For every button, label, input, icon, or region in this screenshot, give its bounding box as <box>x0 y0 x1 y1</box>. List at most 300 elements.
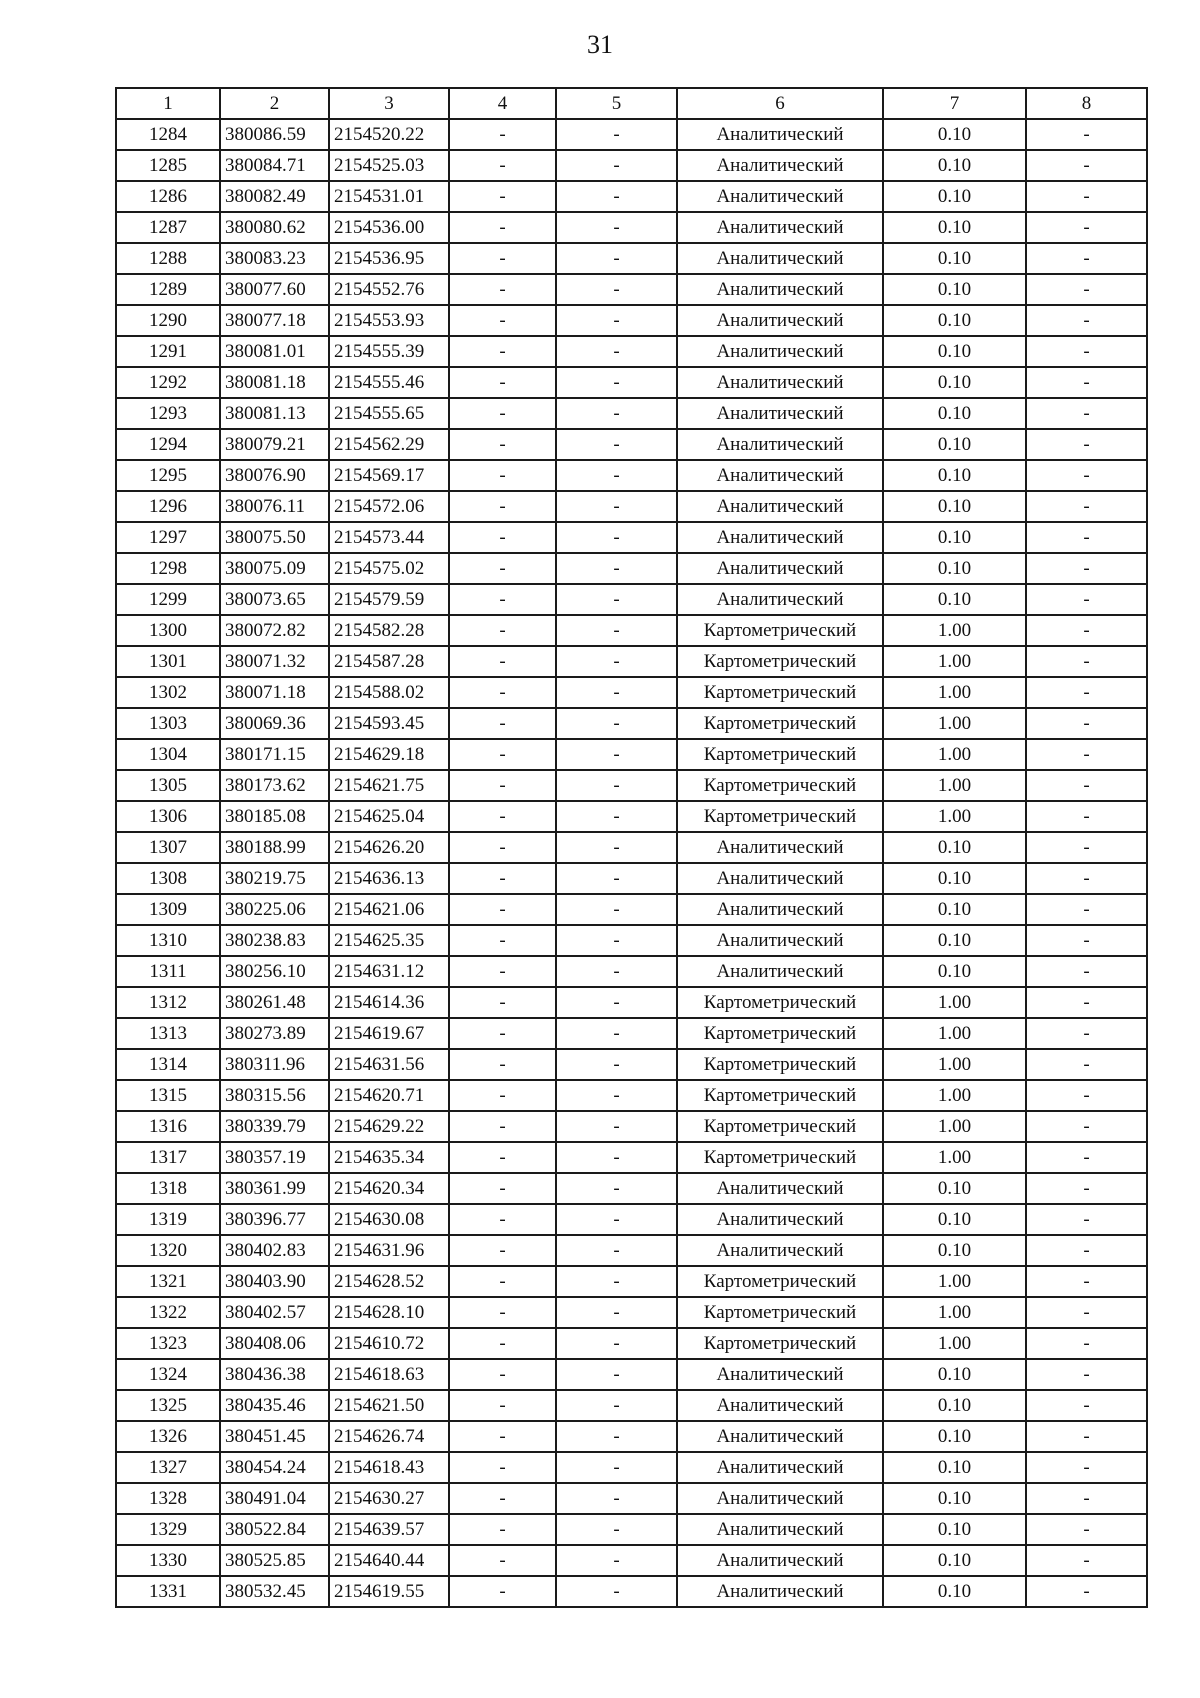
column-5-cell: - <box>556 615 677 646</box>
y-coordinate-cell: 2154562.29 <box>329 429 449 460</box>
column-8-cell: - <box>1026 708 1147 739</box>
accuracy-cell: 1.00 <box>883 708 1026 739</box>
x-coordinate-cell: 380081.13 <box>220 398 329 429</box>
point-number-cell: 1284 <box>116 119 220 150</box>
column-4-cell: - <box>449 1359 556 1390</box>
method-cell: Аналитический <box>677 305 883 336</box>
column-4-cell: - <box>449 1514 556 1545</box>
accuracy-cell: 1.00 <box>883 1297 1026 1328</box>
table-row <box>116 1080 1147 1111</box>
y-coordinate-cell: 2154619.55 <box>329 1576 449 1607</box>
x-coordinate-cell: 380311.96 <box>220 1049 329 1080</box>
table-row <box>116 1049 1147 1080</box>
x-coordinate-cell: 380435.46 <box>220 1390 329 1421</box>
point-number-cell: 1322 <box>116 1297 220 1328</box>
table-row <box>116 677 1147 708</box>
column-5-cell: - <box>556 119 677 150</box>
column-header-5: 5 <box>556 88 677 119</box>
point-number-cell: 1327 <box>116 1452 220 1483</box>
y-coordinate-cell: 2154636.13 <box>329 863 449 894</box>
column-5-cell: - <box>556 677 677 708</box>
point-number-cell: 1308 <box>116 863 220 894</box>
x-coordinate-cell: 380261.48 <box>220 987 329 1018</box>
column-4-cell: - <box>449 987 556 1018</box>
y-coordinate-cell: 2154579.59 <box>329 584 449 615</box>
x-coordinate-cell: 380072.82 <box>220 615 329 646</box>
x-coordinate-cell: 380071.32 <box>220 646 329 677</box>
table-row <box>116 181 1147 212</box>
column-5-cell: - <box>556 491 677 522</box>
point-number-cell: 1321 <box>116 1266 220 1297</box>
method-cell: Картометрический <box>677 1018 883 1049</box>
y-coordinate-cell: 2154555.65 <box>329 398 449 429</box>
column-4-cell: - <box>449 894 556 925</box>
point-number-cell: 1297 <box>116 522 220 553</box>
accuracy-cell: 0.10 <box>883 460 1026 491</box>
column-5-cell: - <box>556 212 677 243</box>
x-coordinate-cell: 380357.19 <box>220 1142 329 1173</box>
y-coordinate-cell: 2154629.18 <box>329 739 449 770</box>
point-number-cell: 1331 <box>116 1576 220 1607</box>
accuracy-cell: 1.00 <box>883 615 1026 646</box>
accuracy-cell: 0.10 <box>883 832 1026 863</box>
point-number-cell: 1312 <box>116 987 220 1018</box>
column-8-cell: - <box>1026 584 1147 615</box>
column-8-cell: - <box>1026 1235 1147 1266</box>
y-coordinate-cell: 2154531.01 <box>329 181 449 212</box>
table-row <box>116 1576 1147 1607</box>
x-coordinate-cell: 380073.65 <box>220 584 329 615</box>
column-5-cell: - <box>556 243 677 274</box>
accuracy-cell: 0.10 <box>883 1545 1026 1576</box>
table-row <box>116 274 1147 305</box>
x-coordinate-cell: 380079.21 <box>220 429 329 460</box>
column-8-cell: - <box>1026 1049 1147 1080</box>
column-5-cell: - <box>556 522 677 553</box>
column-5-cell: - <box>556 739 677 770</box>
point-number-cell: 1317 <box>116 1142 220 1173</box>
column-4-cell: - <box>449 274 556 305</box>
point-number-cell: 1296 <box>116 491 220 522</box>
column-5-cell: - <box>556 1390 677 1421</box>
y-coordinate-cell: 2154593.45 <box>329 708 449 739</box>
header-row <box>116 88 1147 119</box>
table-row <box>116 1018 1147 1049</box>
x-coordinate-cell: 380436.38 <box>220 1359 329 1390</box>
accuracy-cell: 0.10 <box>883 863 1026 894</box>
column-4-cell: - <box>449 1049 556 1080</box>
y-coordinate-cell: 2154536.00 <box>329 212 449 243</box>
column-8-cell: - <box>1026 553 1147 584</box>
accuracy-cell: 0.10 <box>883 522 1026 553</box>
column-5-cell: - <box>556 956 677 987</box>
y-coordinate-cell: 2154555.39 <box>329 336 449 367</box>
column-4-cell: - <box>449 1266 556 1297</box>
point-number-cell: 1302 <box>116 677 220 708</box>
column-5-cell: - <box>556 398 677 429</box>
table-row <box>116 119 1147 150</box>
column-4-cell: - <box>449 956 556 987</box>
accuracy-cell: 1.00 <box>883 1111 1026 1142</box>
point-number-cell: 1300 <box>116 615 220 646</box>
y-coordinate-cell: 2154552.76 <box>329 274 449 305</box>
column-8-cell: - <box>1026 1359 1147 1390</box>
table-body <box>116 119 1147 1607</box>
column-4-cell: - <box>449 1483 556 1514</box>
method-cell: Аналитический <box>677 832 883 863</box>
x-coordinate-cell: 380081.01 <box>220 336 329 367</box>
point-number-cell: 1292 <box>116 367 220 398</box>
column-4-cell: - <box>449 1204 556 1235</box>
method-cell: Картометрический <box>677 801 883 832</box>
x-coordinate-cell: 380315.56 <box>220 1080 329 1111</box>
column-8-cell: - <box>1026 367 1147 398</box>
column-4-cell: - <box>449 1142 556 1173</box>
table-row <box>116 956 1147 987</box>
accuracy-cell: 1.00 <box>883 1018 1026 1049</box>
y-coordinate-cell: 2154610.72 <box>329 1328 449 1359</box>
table-row <box>116 1297 1147 1328</box>
column-5-cell: - <box>556 1328 677 1359</box>
y-coordinate-cell: 2154640.44 <box>329 1545 449 1576</box>
method-cell: Картометрический <box>677 1049 883 1080</box>
method-cell: Аналитический <box>677 863 883 894</box>
y-coordinate-cell: 2154621.75 <box>329 770 449 801</box>
method-cell: Аналитический <box>677 491 883 522</box>
table-row <box>116 584 1147 615</box>
column-5-cell: - <box>556 863 677 894</box>
table-row <box>116 1173 1147 1204</box>
x-coordinate-cell: 380532.45 <box>220 1576 329 1607</box>
x-coordinate-cell: 380339.79 <box>220 1111 329 1142</box>
x-coordinate-cell: 380273.89 <box>220 1018 329 1049</box>
point-number-cell: 1294 <box>116 429 220 460</box>
method-cell: Картометрический <box>677 739 883 770</box>
column-5-cell: - <box>556 553 677 584</box>
accuracy-cell: 0.10 <box>883 1483 1026 1514</box>
column-8-cell: - <box>1026 1514 1147 1545</box>
method-cell: Картометрический <box>677 1297 883 1328</box>
point-number-cell: 1304 <box>116 739 220 770</box>
column-5-cell: - <box>556 1545 677 1576</box>
point-number-cell: 1316 <box>116 1111 220 1142</box>
column-4-cell: - <box>449 522 556 553</box>
accuracy-cell: 0.10 <box>883 305 1026 336</box>
column-8-cell: - <box>1026 150 1147 181</box>
y-coordinate-cell: 2154569.17 <box>329 460 449 491</box>
table-row <box>116 1421 1147 1452</box>
column-5-cell: - <box>556 336 677 367</box>
column-8-cell: - <box>1026 1080 1147 1111</box>
y-coordinate-cell: 2154620.34 <box>329 1173 449 1204</box>
y-coordinate-cell: 2154555.46 <box>329 367 449 398</box>
y-coordinate-cell: 2154631.56 <box>329 1049 449 1080</box>
table-row <box>116 243 1147 274</box>
column-8-cell: - <box>1026 1204 1147 1235</box>
column-5-cell: - <box>556 925 677 956</box>
method-cell: Аналитический <box>677 119 883 150</box>
accuracy-cell: 1.00 <box>883 677 1026 708</box>
x-coordinate-cell: 380080.62 <box>220 212 329 243</box>
column-4-cell: - <box>449 1452 556 1483</box>
y-coordinate-cell: 2154621.50 <box>329 1390 449 1421</box>
column-8-cell: - <box>1026 212 1147 243</box>
method-cell: Картометрический <box>677 677 883 708</box>
point-number-cell: 1306 <box>116 801 220 832</box>
accuracy-cell: 1.00 <box>883 1328 1026 1359</box>
point-number-cell: 1295 <box>116 460 220 491</box>
y-coordinate-cell: 2154619.67 <box>329 1018 449 1049</box>
method-cell: Аналитический <box>677 460 883 491</box>
column-4-cell: - <box>449 708 556 739</box>
column-header-8: 8 <box>1026 88 1147 119</box>
column-4-cell: - <box>449 1328 556 1359</box>
point-number-cell: 1324 <box>116 1359 220 1390</box>
method-cell: Аналитический <box>677 956 883 987</box>
column-4-cell: - <box>449 1111 556 1142</box>
column-5-cell: - <box>556 1235 677 1266</box>
point-number-cell: 1287 <box>116 212 220 243</box>
point-number-cell: 1307 <box>116 832 220 863</box>
column-5-cell: - <box>556 894 677 925</box>
column-8-cell: - <box>1026 1390 1147 1421</box>
column-8-cell: - <box>1026 1328 1147 1359</box>
accuracy-cell: 0.10 <box>883 1173 1026 1204</box>
accuracy-cell: 0.10 <box>883 1359 1026 1390</box>
point-number-cell: 1303 <box>116 708 220 739</box>
column-5-cell: - <box>556 1049 677 1080</box>
column-4-cell: - <box>449 1421 556 1452</box>
table-row <box>116 1483 1147 1514</box>
y-coordinate-cell: 2154625.04 <box>329 801 449 832</box>
column-header-4: 4 <box>449 88 556 119</box>
column-5-cell: - <box>556 1204 677 1235</box>
column-4-cell: - <box>449 336 556 367</box>
column-5-cell: - <box>556 1080 677 1111</box>
method-cell: Картометрический <box>677 708 883 739</box>
method-cell: Аналитический <box>677 274 883 305</box>
column-8-cell: - <box>1026 274 1147 305</box>
column-5-cell: - <box>556 1452 677 1483</box>
x-coordinate-cell: 380402.57 <box>220 1297 329 1328</box>
column-4-cell: - <box>449 770 556 801</box>
column-4-cell: - <box>449 615 556 646</box>
method-cell: Картометрический <box>677 987 883 1018</box>
column-8-cell: - <box>1026 677 1147 708</box>
column-8-cell: - <box>1026 305 1147 336</box>
table-row <box>116 1545 1147 1576</box>
method-cell: Аналитический <box>677 925 883 956</box>
accuracy-cell: 0.10 <box>883 212 1026 243</box>
accuracy-cell: 1.00 <box>883 646 1026 677</box>
table-row <box>116 305 1147 336</box>
method-cell: Аналитический <box>677 429 883 460</box>
column-4-cell: - <box>449 1173 556 1204</box>
y-coordinate-cell: 2154620.71 <box>329 1080 449 1111</box>
column-5-cell: - <box>556 708 677 739</box>
method-cell: Картометрический <box>677 646 883 677</box>
table-row <box>116 801 1147 832</box>
y-coordinate-cell: 2154618.63 <box>329 1359 449 1390</box>
column-4-cell: - <box>449 1018 556 1049</box>
accuracy-cell: 0.10 <box>883 1576 1026 1607</box>
x-coordinate-cell: 380081.18 <box>220 367 329 398</box>
table-row <box>116 212 1147 243</box>
method-cell: Аналитический <box>677 1576 883 1607</box>
table-row <box>116 925 1147 956</box>
column-5-cell: - <box>556 460 677 491</box>
point-number-cell: 1309 <box>116 894 220 925</box>
table-row <box>116 150 1147 181</box>
column-8-cell: - <box>1026 770 1147 801</box>
column-4-cell: - <box>449 460 556 491</box>
x-coordinate-cell: 380076.11 <box>220 491 329 522</box>
table-row <box>116 398 1147 429</box>
column-4-cell: - <box>449 553 556 584</box>
table-row <box>116 1328 1147 1359</box>
x-coordinate-cell: 380219.75 <box>220 863 329 894</box>
point-number-cell: 1313 <box>116 1018 220 1049</box>
x-coordinate-cell: 380451.45 <box>220 1421 329 1452</box>
column-8-cell: - <box>1026 832 1147 863</box>
method-cell: Аналитический <box>677 894 883 925</box>
point-number-cell: 1323 <box>116 1328 220 1359</box>
column-4-cell: - <box>449 832 556 863</box>
column-8-cell: - <box>1026 863 1147 894</box>
column-8-cell: - <box>1026 336 1147 367</box>
column-8-cell: - <box>1026 894 1147 925</box>
column-8-cell: - <box>1026 1576 1147 1607</box>
x-coordinate-cell: 380238.83 <box>220 925 329 956</box>
table-row <box>116 367 1147 398</box>
method-cell: Аналитический <box>677 522 883 553</box>
column-4-cell: - <box>449 739 556 770</box>
x-coordinate-cell: 380225.06 <box>220 894 329 925</box>
accuracy-cell: 0.10 <box>883 181 1026 212</box>
point-number-cell: 1289 <box>116 274 220 305</box>
accuracy-cell: 1.00 <box>883 1142 1026 1173</box>
method-cell: Картометрический <box>677 1142 883 1173</box>
accuracy-cell: 0.10 <box>883 1390 1026 1421</box>
column-8-cell: - <box>1026 1111 1147 1142</box>
table-row <box>116 1514 1147 1545</box>
accuracy-cell: 0.10 <box>883 925 1026 956</box>
column-8-cell: - <box>1026 1452 1147 1483</box>
table-row <box>116 863 1147 894</box>
column-8-cell: - <box>1026 801 1147 832</box>
table-row <box>116 1266 1147 1297</box>
column-8-cell: - <box>1026 460 1147 491</box>
y-coordinate-cell: 2154525.03 <box>329 150 449 181</box>
table-row <box>116 615 1147 646</box>
column-5-cell: - <box>556 1111 677 1142</box>
x-coordinate-cell: 380069.36 <box>220 708 329 739</box>
column-5-cell: - <box>556 1576 677 1607</box>
x-coordinate-cell: 380077.18 <box>220 305 329 336</box>
column-8-cell: - <box>1026 491 1147 522</box>
point-number-cell: 1318 <box>116 1173 220 1204</box>
method-cell: Аналитический <box>677 243 883 274</box>
column-8-cell: - <box>1026 956 1147 987</box>
x-coordinate-cell: 380402.83 <box>220 1235 329 1266</box>
x-coordinate-cell: 380403.90 <box>220 1266 329 1297</box>
x-coordinate-cell: 380522.84 <box>220 1514 329 1545</box>
method-cell: Аналитический <box>677 1514 883 1545</box>
column-5-cell: - <box>556 367 677 398</box>
x-coordinate-cell: 380525.85 <box>220 1545 329 1576</box>
column-header-6: 6 <box>677 88 883 119</box>
x-coordinate-cell: 380076.90 <box>220 460 329 491</box>
point-number-cell: 1328 <box>116 1483 220 1514</box>
column-5-cell: - <box>556 1297 677 1328</box>
y-coordinate-cell: 2154631.12 <box>329 956 449 987</box>
table-row <box>116 708 1147 739</box>
table-row <box>116 429 1147 460</box>
point-number-cell: 1291 <box>116 336 220 367</box>
accuracy-cell: 1.00 <box>883 987 1026 1018</box>
point-number-cell: 1298 <box>116 553 220 584</box>
table-row <box>116 832 1147 863</box>
x-coordinate-cell: 380083.23 <box>220 243 329 274</box>
method-cell: Картометрический <box>677 1111 883 1142</box>
column-5-cell: - <box>556 305 677 336</box>
table-row <box>116 1359 1147 1390</box>
column-4-cell: - <box>449 925 556 956</box>
method-cell: Аналитический <box>677 1421 883 1452</box>
y-coordinate-cell: 2154553.93 <box>329 305 449 336</box>
x-coordinate-cell: 380171.15 <box>220 739 329 770</box>
accuracy-cell: 0.10 <box>883 119 1026 150</box>
point-number-cell: 1311 <box>116 956 220 987</box>
point-number-cell: 1330 <box>116 1545 220 1576</box>
accuracy-cell: 0.10 <box>883 553 1026 584</box>
column-4-cell: - <box>449 1545 556 1576</box>
column-header-3: 3 <box>329 88 449 119</box>
point-number-cell: 1293 <box>116 398 220 429</box>
table-row <box>116 987 1147 1018</box>
column-5-cell: - <box>556 987 677 1018</box>
column-4-cell: - <box>449 429 556 460</box>
column-8-cell: - <box>1026 398 1147 429</box>
point-number-cell: 1305 <box>116 770 220 801</box>
column-5-cell: - <box>556 150 677 181</box>
column-4-cell: - <box>449 1297 556 1328</box>
point-number-cell: 1320 <box>116 1235 220 1266</box>
table-row <box>116 1204 1147 1235</box>
column-8-cell: - <box>1026 243 1147 274</box>
method-cell: Аналитический <box>677 1483 883 1514</box>
x-coordinate-cell: 380173.62 <box>220 770 329 801</box>
method-cell: Аналитический <box>677 367 883 398</box>
accuracy-cell: 0.10 <box>883 1235 1026 1266</box>
point-number-cell: 1329 <box>116 1514 220 1545</box>
y-coordinate-cell: 2154582.28 <box>329 615 449 646</box>
column-5-cell: - <box>556 1266 677 1297</box>
column-4-cell: - <box>449 119 556 150</box>
method-cell: Аналитический <box>677 336 883 367</box>
accuracy-cell: 1.00 <box>883 1049 1026 1080</box>
column-8-cell: - <box>1026 1173 1147 1204</box>
column-5-cell: - <box>556 1359 677 1390</box>
column-4-cell: - <box>449 367 556 398</box>
point-number-cell: 1288 <box>116 243 220 274</box>
column-8-cell: - <box>1026 1421 1147 1452</box>
table-row <box>116 894 1147 925</box>
column-4-cell: - <box>449 398 556 429</box>
table-row <box>116 1390 1147 1421</box>
point-number-cell: 1301 <box>116 646 220 677</box>
method-cell: Картометрический <box>677 615 883 646</box>
